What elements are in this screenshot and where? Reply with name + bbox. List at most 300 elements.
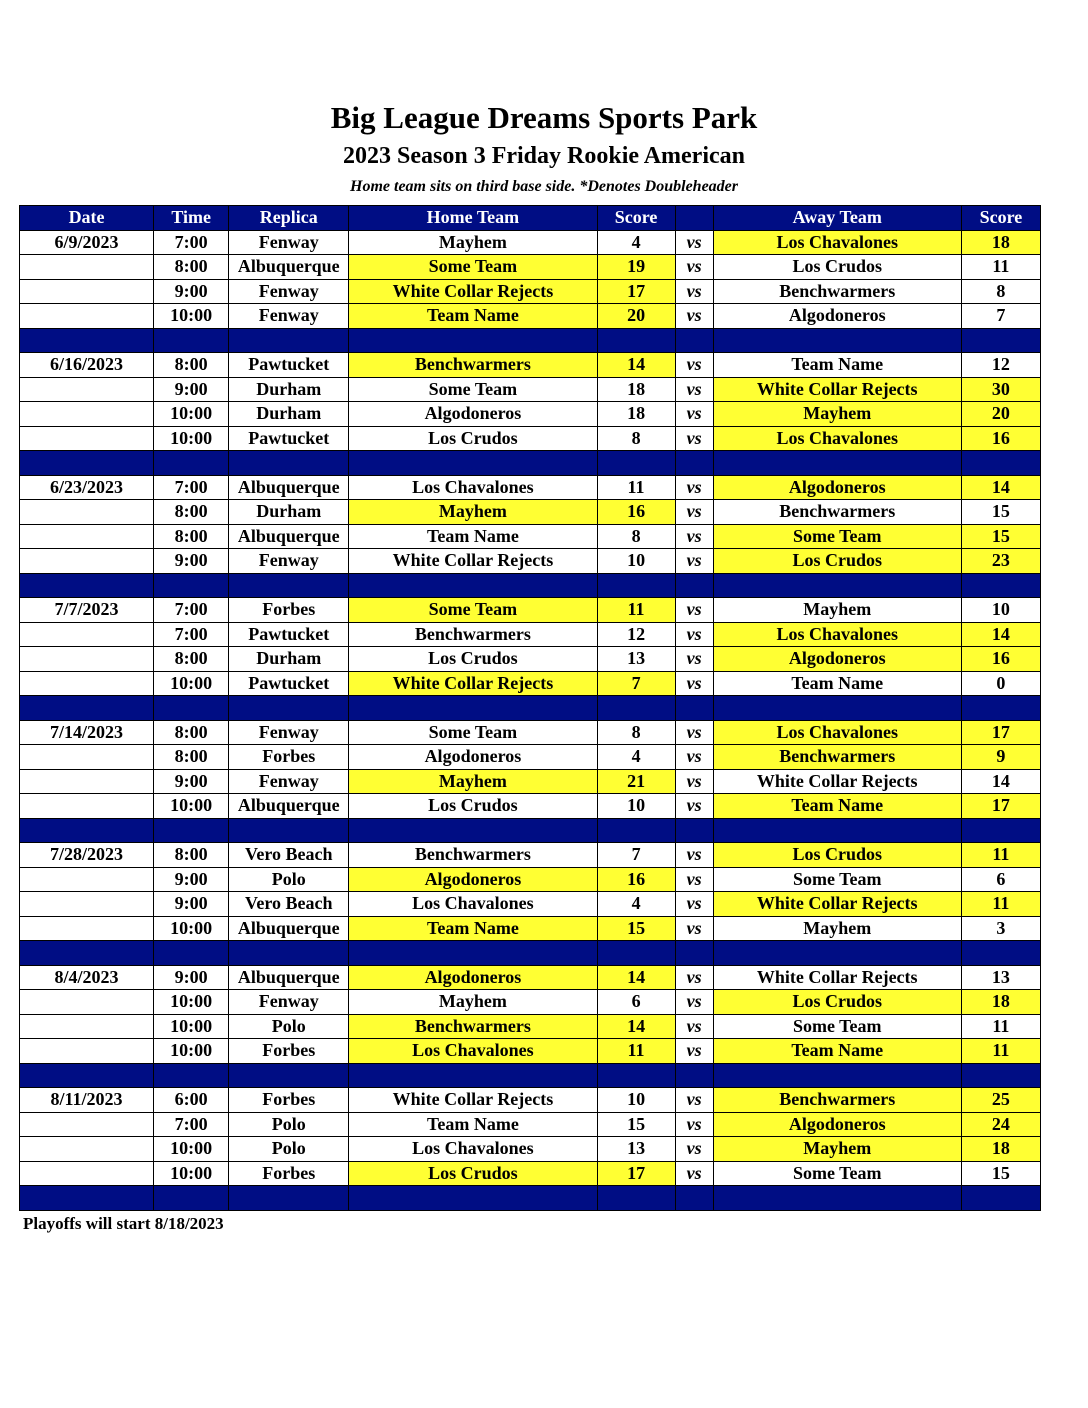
- away-team: Some Team: [713, 524, 961, 549]
- game-date: [20, 769, 154, 794]
- game-row: [20, 230, 1041, 255]
- week-separator: [20, 696, 1041, 721]
- away-score: 14: [961, 769, 1040, 794]
- game-field: Fenway: [229, 769, 349, 794]
- week-separator: [20, 328, 1041, 353]
- game-field: Durham: [229, 647, 349, 672]
- game-time: 8:00: [154, 745, 229, 770]
- separator-cell: [349, 1063, 597, 1088]
- game-time: 6:00: [154, 1088, 229, 1113]
- game-row: [20, 990, 1041, 1015]
- separator-cell: [229, 818, 349, 843]
- game-row: [20, 867, 1041, 892]
- game-time: 9:00: [154, 769, 229, 794]
- home-score: 11: [597, 475, 675, 500]
- game-row: [20, 1137, 1041, 1162]
- away-score: 0: [961, 671, 1040, 696]
- home-score: 13: [597, 1137, 675, 1162]
- away-team: Algodoneros: [713, 647, 961, 672]
- away-score: 12: [961, 353, 1040, 378]
- home-team: Los Crudos: [349, 794, 597, 819]
- vs-label: vs: [675, 1112, 713, 1137]
- away-score: 16: [961, 647, 1040, 672]
- away-team: Los Chavalones: [713, 720, 961, 745]
- home-score: 7: [597, 843, 675, 868]
- separator-cell: [675, 941, 713, 966]
- header-home-score: Score: [597, 206, 675, 231]
- game-date: 6/23/2023: [20, 475, 154, 500]
- home-score: 18: [597, 402, 675, 427]
- separator-cell: [349, 941, 597, 966]
- game-time: 10:00: [154, 426, 229, 451]
- separator-cell: [20, 1063, 154, 1088]
- home-score: 15: [597, 1112, 675, 1137]
- away-team: Benchwarmers: [713, 745, 961, 770]
- separator-cell: [961, 696, 1040, 721]
- separator-cell: [20, 941, 154, 966]
- separator-cell: [229, 696, 349, 721]
- away-score: 8: [961, 279, 1040, 304]
- away-score: 17: [961, 794, 1040, 819]
- away-team: Algodoneros: [713, 304, 961, 329]
- separator-cell: [675, 573, 713, 598]
- away-score: 18: [961, 230, 1040, 255]
- vs-label: vs: [675, 402, 713, 427]
- game-time: 8:00: [154, 524, 229, 549]
- separator-cell: [961, 1063, 1040, 1088]
- away-score: 17: [961, 720, 1040, 745]
- separator-cell: [597, 941, 675, 966]
- away-score: 11: [961, 892, 1040, 917]
- separator-cell: [713, 1063, 961, 1088]
- vs-label: vs: [675, 500, 713, 525]
- vs-label: vs: [675, 745, 713, 770]
- away-team: Mayhem: [713, 916, 961, 941]
- game-row: [20, 647, 1041, 672]
- home-score: 7: [597, 671, 675, 696]
- home-team: Mayhem: [349, 769, 597, 794]
- game-date: 7/28/2023: [20, 843, 154, 868]
- home-score: 16: [597, 867, 675, 892]
- game-field: Fenway: [229, 304, 349, 329]
- header-date: Date: [20, 206, 154, 231]
- game-time: 10:00: [154, 1137, 229, 1162]
- game-date: [20, 1137, 154, 1162]
- game-date: [20, 255, 154, 280]
- vs-label: vs: [675, 843, 713, 868]
- separator-cell: [713, 818, 961, 843]
- away-team: Benchwarmers: [713, 1088, 961, 1113]
- home-team: White Collar Rejects: [349, 1088, 597, 1113]
- separator-cell: [229, 328, 349, 353]
- game-time: 10:00: [154, 402, 229, 427]
- week-separator: [20, 818, 1041, 843]
- home-score: 12: [597, 622, 675, 647]
- game-field: Albuquerque: [229, 524, 349, 549]
- away-score: 23: [961, 549, 1040, 574]
- away-team: Los Chavalones: [713, 230, 961, 255]
- separator-cell: [675, 1186, 713, 1211]
- away-score: 30: [961, 377, 1040, 402]
- home-score: 4: [597, 230, 675, 255]
- vs-label: vs: [675, 1014, 713, 1039]
- away-team: Team Name: [713, 353, 961, 378]
- away-team: Some Team: [713, 1014, 961, 1039]
- vs-label: vs: [675, 377, 713, 402]
- vs-label: vs: [675, 353, 713, 378]
- home-team: Some Team: [349, 255, 597, 280]
- home-team: Mayhem: [349, 500, 597, 525]
- home-team: White Collar Rejects: [349, 549, 597, 574]
- away-team: Algodoneros: [713, 1112, 961, 1137]
- playoffs-note: Playoffs will start 8/18/2023: [23, 1214, 224, 1233]
- game-row: [20, 892, 1041, 917]
- separator-cell: [597, 696, 675, 721]
- game-field: Pawtucket: [229, 353, 349, 378]
- home-score: 21: [597, 769, 675, 794]
- home-score: 10: [597, 549, 675, 574]
- game-time: 7:00: [154, 230, 229, 255]
- game-date: [20, 892, 154, 917]
- game-field: Polo: [229, 867, 349, 892]
- game-time: 10:00: [154, 304, 229, 329]
- game-field: Forbes: [229, 598, 349, 623]
- separator-cell: [713, 696, 961, 721]
- vs-label: vs: [675, 794, 713, 819]
- home-score: 10: [597, 794, 675, 819]
- game-row: [20, 1014, 1041, 1039]
- home-team: Algodoneros: [349, 745, 597, 770]
- game-time: 9:00: [154, 867, 229, 892]
- game-field: Vero Beach: [229, 843, 349, 868]
- vs-label: vs: [675, 304, 713, 329]
- away-score: 15: [961, 1161, 1040, 1186]
- schedule-table: [19, 205, 1041, 1211]
- game-time: 8:00: [154, 720, 229, 745]
- separator-cell: [349, 573, 597, 598]
- home-team: Los Chavalones: [349, 1137, 597, 1162]
- week-separator: [20, 941, 1041, 966]
- game-date: [20, 1112, 154, 1137]
- separator-cell: [154, 573, 229, 598]
- home-team: Benchwarmers: [349, 622, 597, 647]
- home-team: Team Name: [349, 524, 597, 549]
- away-score: 15: [961, 500, 1040, 525]
- game-date: 8/4/2023: [20, 965, 154, 990]
- separator-cell: [961, 941, 1040, 966]
- away-team: Mayhem: [713, 1137, 961, 1162]
- vs-label: vs: [675, 475, 713, 500]
- game-date: [20, 794, 154, 819]
- separator-cell: [675, 696, 713, 721]
- game-row: [20, 377, 1041, 402]
- game-row: [20, 1112, 1041, 1137]
- game-time: 7:00: [154, 1112, 229, 1137]
- home-team: Some Team: [349, 377, 597, 402]
- separator-cell: [154, 451, 229, 476]
- home-team: Algodoneros: [349, 867, 597, 892]
- home-score: 17: [597, 279, 675, 304]
- game-date: [20, 500, 154, 525]
- home-team: Algodoneros: [349, 965, 597, 990]
- vs-label: vs: [675, 549, 713, 574]
- game-time: 8:00: [154, 353, 229, 378]
- game-row: [20, 475, 1041, 500]
- away-score: 25: [961, 1088, 1040, 1113]
- game-date: [20, 990, 154, 1015]
- home-team: Los Crudos: [349, 647, 597, 672]
- game-row: [20, 500, 1041, 525]
- game-field: Forbes: [229, 1039, 349, 1064]
- home-score: 14: [597, 353, 675, 378]
- home-team: White Collar Rejects: [349, 279, 597, 304]
- game-date: 8/11/2023: [20, 1088, 154, 1113]
- header-note: Home team sits on third base side. *Denotes Doubleheader: [350, 178, 738, 195]
- home-team: Benchwarmers: [349, 353, 597, 378]
- game-time: 10:00: [154, 671, 229, 696]
- game-row: [20, 794, 1041, 819]
- vs-label: vs: [675, 622, 713, 647]
- home-score: 13: [597, 647, 675, 672]
- game-date: [20, 377, 154, 402]
- home-score: 4: [597, 892, 675, 917]
- game-row: [20, 524, 1041, 549]
- game-row: [20, 598, 1041, 623]
- separator-cell: [597, 818, 675, 843]
- game-field: Pawtucket: [229, 426, 349, 451]
- schedule-body: [20, 230, 1041, 1210]
- game-time: 10:00: [154, 916, 229, 941]
- home-score: 14: [597, 965, 675, 990]
- separator-cell: [713, 573, 961, 598]
- game-row: [20, 426, 1041, 451]
- home-score: 17: [597, 1161, 675, 1186]
- vs-label: vs: [675, 524, 713, 549]
- away-score: 11: [961, 1039, 1040, 1064]
- game-field: Fenway: [229, 279, 349, 304]
- header-away-team: Away Team: [713, 206, 961, 231]
- game-field: Pawtucket: [229, 622, 349, 647]
- away-team: White Collar Rejects: [713, 377, 961, 402]
- separator-cell: [597, 573, 675, 598]
- game-time: 9:00: [154, 965, 229, 990]
- away-team: Los Crudos: [713, 990, 961, 1015]
- separator-cell: [229, 1063, 349, 1088]
- game-row: [20, 279, 1041, 304]
- separator-cell: [675, 818, 713, 843]
- away-team: Team Name: [713, 1039, 961, 1064]
- vs-label: vs: [675, 671, 713, 696]
- separator-cell: [961, 818, 1040, 843]
- separator-cell: [349, 696, 597, 721]
- away-team: Benchwarmers: [713, 500, 961, 525]
- game-field: Durham: [229, 377, 349, 402]
- away-team: White Collar Rejects: [713, 769, 961, 794]
- game-row: [20, 671, 1041, 696]
- separator-cell: [675, 451, 713, 476]
- week-separator: [20, 1063, 1041, 1088]
- header-home-team: Home Team: [349, 206, 597, 231]
- game-time: 8:00: [154, 843, 229, 868]
- home-score: 14: [597, 1014, 675, 1039]
- away-team: Benchwarmers: [713, 279, 961, 304]
- game-date: 6/9/2023: [20, 230, 154, 255]
- away-score: 3: [961, 916, 1040, 941]
- game-date: [20, 524, 154, 549]
- game-row: [20, 1039, 1041, 1064]
- vs-label: vs: [675, 647, 713, 672]
- game-time: 7:00: [154, 622, 229, 647]
- game-field: Albuquerque: [229, 916, 349, 941]
- game-field: Albuquerque: [229, 255, 349, 280]
- away-team: Los Crudos: [713, 843, 961, 868]
- separator-cell: [597, 1186, 675, 1211]
- home-team: Mayhem: [349, 230, 597, 255]
- away-team: Mayhem: [713, 598, 961, 623]
- page-subtitle: 2023 Season 3 Friday Rookie American: [343, 143, 745, 169]
- game-row: [20, 720, 1041, 745]
- game-date: 7/7/2023: [20, 598, 154, 623]
- home-score: 8: [597, 720, 675, 745]
- game-time: 10:00: [154, 1161, 229, 1186]
- game-date: [20, 549, 154, 574]
- separator-cell: [675, 1063, 713, 1088]
- away-score: 18: [961, 1137, 1040, 1162]
- separator-cell: [154, 696, 229, 721]
- separator-cell: [349, 1186, 597, 1211]
- separator-cell: [961, 328, 1040, 353]
- header-replica: Replica: [229, 206, 349, 231]
- separator-cell: [597, 328, 675, 353]
- away-score: 6: [961, 867, 1040, 892]
- away-score: 11: [961, 255, 1040, 280]
- home-score: 20: [597, 304, 675, 329]
- game-field: Forbes: [229, 745, 349, 770]
- home-team: Mayhem: [349, 990, 597, 1015]
- game-time: 10:00: [154, 1014, 229, 1039]
- vs-label: vs: [675, 598, 713, 623]
- game-field: Fenway: [229, 720, 349, 745]
- home-score: 11: [597, 598, 675, 623]
- game-date: [20, 426, 154, 451]
- separator-cell: [713, 1186, 961, 1211]
- away-score: 16: [961, 426, 1040, 451]
- game-date: [20, 671, 154, 696]
- game-date: [20, 1161, 154, 1186]
- separator-cell: [961, 1186, 1040, 1211]
- home-score: 8: [597, 524, 675, 549]
- game-date: [20, 402, 154, 427]
- away-score: 14: [961, 475, 1040, 500]
- game-row: [20, 1088, 1041, 1113]
- vs-label: vs: [675, 916, 713, 941]
- home-team: Los Chavalones: [349, 475, 597, 500]
- away-score: 15: [961, 524, 1040, 549]
- vs-label: vs: [675, 1137, 713, 1162]
- game-row: [20, 1161, 1041, 1186]
- home-team: Some Team: [349, 720, 597, 745]
- game-field: Durham: [229, 500, 349, 525]
- away-team: Algodoneros: [713, 475, 961, 500]
- home-team: Benchwarmers: [349, 1014, 597, 1039]
- game-date: [20, 304, 154, 329]
- page-title: Big League Dreams Sports Park: [330, 100, 758, 135]
- vs-label: vs: [675, 1088, 713, 1113]
- separator-cell: [20, 573, 154, 598]
- game-time: 8:00: [154, 255, 229, 280]
- separator-cell: [349, 328, 597, 353]
- game-time: 9:00: [154, 892, 229, 917]
- home-score: 18: [597, 377, 675, 402]
- game-time: 8:00: [154, 500, 229, 525]
- game-time: 9:00: [154, 279, 229, 304]
- header-away-score: Score: [961, 206, 1040, 231]
- game-time: 10:00: [154, 990, 229, 1015]
- home-team: Team Name: [349, 304, 597, 329]
- separator-cell: [229, 1186, 349, 1211]
- separator-cell: [229, 573, 349, 598]
- vs-label: vs: [675, 867, 713, 892]
- away-score: 11: [961, 843, 1040, 868]
- separator-cell: [597, 451, 675, 476]
- away-score: 11: [961, 1014, 1040, 1039]
- separator-cell: [154, 1063, 229, 1088]
- separator-cell: [154, 818, 229, 843]
- separator-cell: [597, 1063, 675, 1088]
- away-team: White Collar Rejects: [713, 892, 961, 917]
- game-row: [20, 745, 1041, 770]
- away-team: Some Team: [713, 1161, 961, 1186]
- game-field: Albuquerque: [229, 475, 349, 500]
- game-date: [20, 1014, 154, 1039]
- separator-cell: [713, 941, 961, 966]
- home-team: Los Crudos: [349, 426, 597, 451]
- game-time: 10:00: [154, 1039, 229, 1064]
- week-separator: [20, 1186, 1041, 1211]
- home-score: 8: [597, 426, 675, 451]
- game-field: Albuquerque: [229, 794, 349, 819]
- week-separator: [20, 451, 1041, 476]
- separator-cell: [713, 451, 961, 476]
- away-score: 20: [961, 402, 1040, 427]
- vs-label: vs: [675, 1161, 713, 1186]
- away-team: Los Crudos: [713, 255, 961, 280]
- away-score: 9: [961, 745, 1040, 770]
- game-field: Albuquerque: [229, 965, 349, 990]
- separator-cell: [20, 1186, 154, 1211]
- separator-cell: [154, 328, 229, 353]
- vs-label: vs: [675, 279, 713, 304]
- game-field: Fenway: [229, 230, 349, 255]
- vs-label: vs: [675, 230, 713, 255]
- header-time: Time: [154, 206, 229, 231]
- game-date: [20, 916, 154, 941]
- separator-cell: [349, 818, 597, 843]
- away-score: 7: [961, 304, 1040, 329]
- game-row: [20, 916, 1041, 941]
- away-team: Some Team: [713, 867, 961, 892]
- game-date: [20, 647, 154, 672]
- game-field: Forbes: [229, 1088, 349, 1113]
- away-team: Mayhem: [713, 402, 961, 427]
- separator-cell: [154, 1186, 229, 1211]
- game-field: Polo: [229, 1112, 349, 1137]
- game-row: [20, 843, 1041, 868]
- separator-cell: [961, 573, 1040, 598]
- game-time: 9:00: [154, 549, 229, 574]
- game-row: [20, 304, 1041, 329]
- game-row: [20, 549, 1041, 574]
